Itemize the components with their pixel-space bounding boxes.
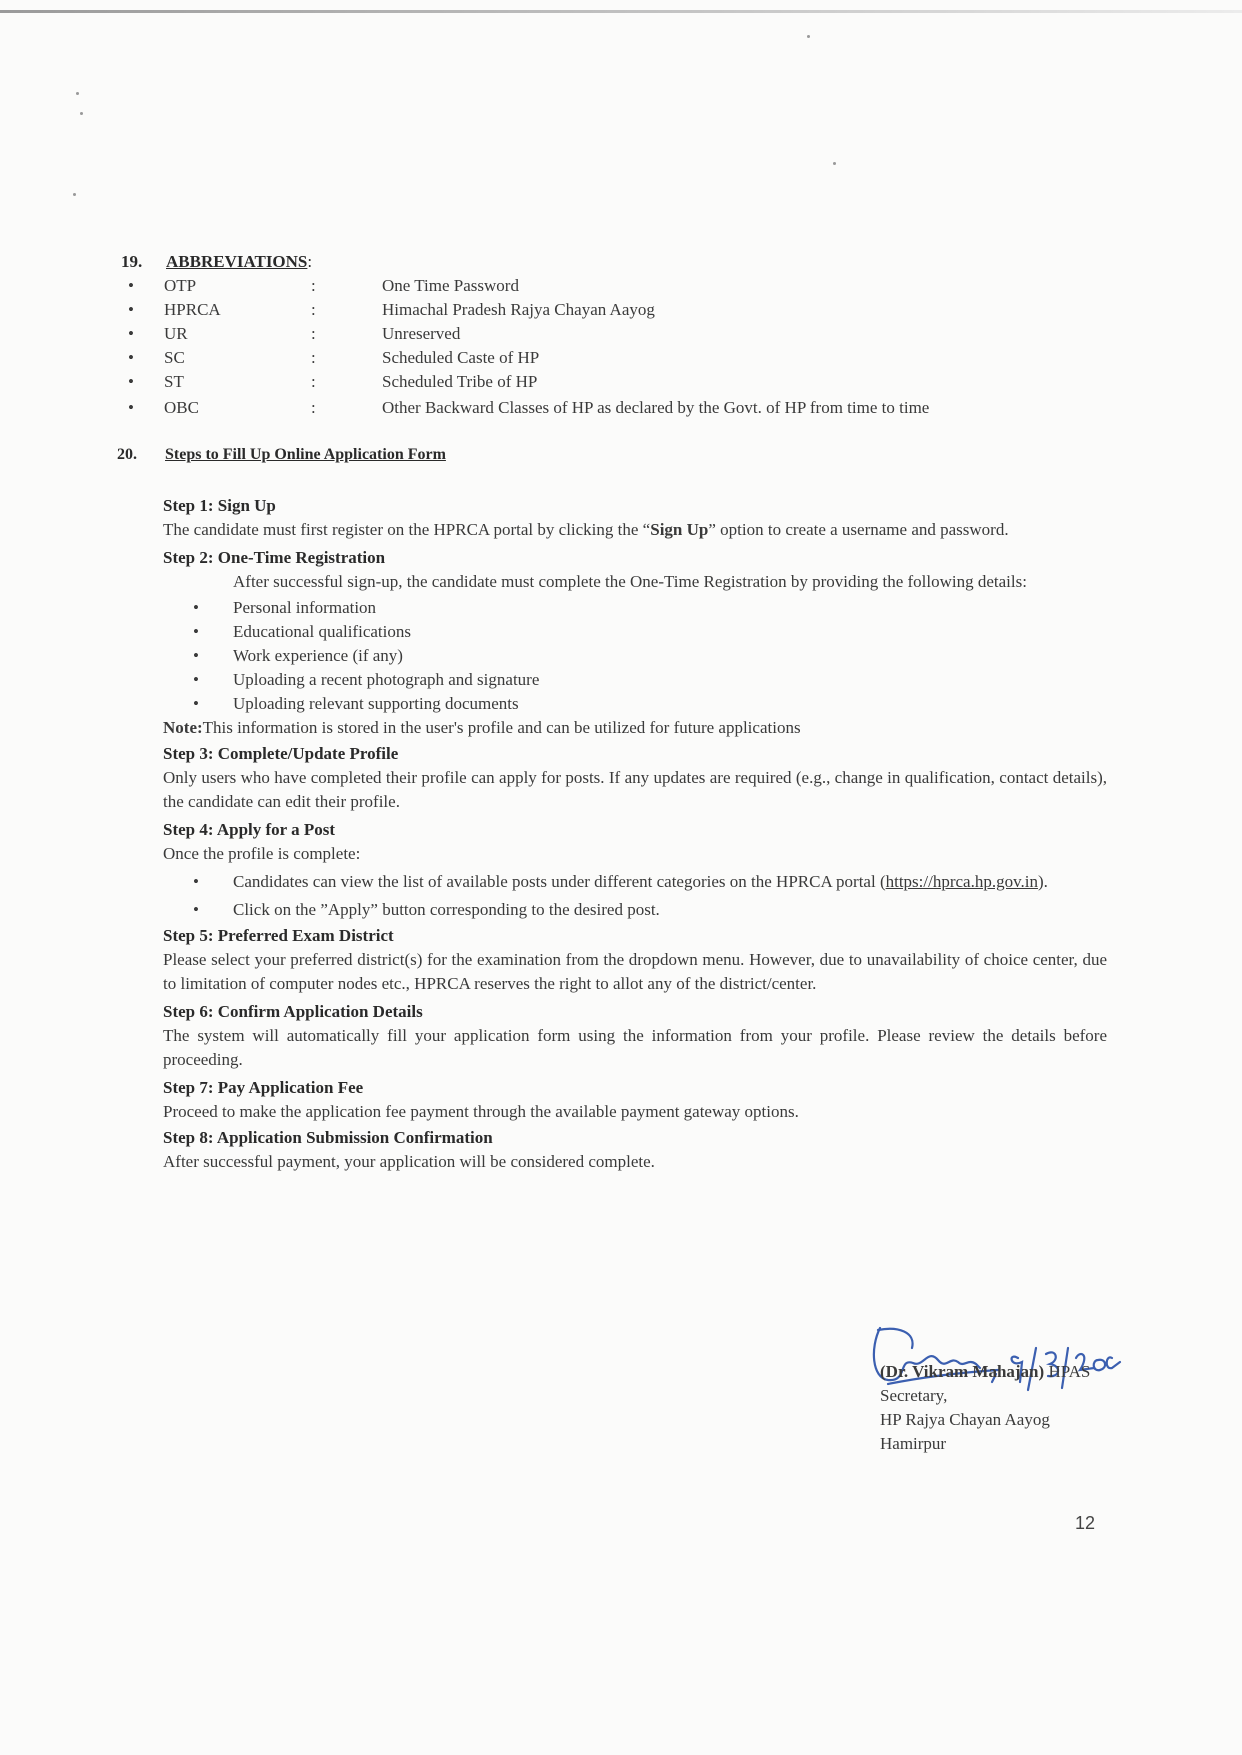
bullet-icon: • (193, 670, 199, 689)
step-6-text: The system will automatically fill your application form using the information from your profile. Please review the details before proceeding. (163, 1026, 1107, 1069)
abbreviation-meaning: Scheduled Caste of HP (382, 348, 540, 367)
signature-block (880, 1360, 1180, 1456)
abbreviation: HPRCA (164, 300, 221, 319)
bullet-icon: • (193, 872, 199, 891)
steps-content (163, 494, 1107, 1174)
section-title: ABBREVIATIONS (166, 252, 308, 271)
abbreviation-meaning: Other Backward Classes of HP as declared by the Govt. of HP from time to time (382, 398, 930, 417)
step-7-title: Step 7: Pay Application Fee (163, 1078, 364, 1097)
scan-speck (807, 35, 810, 38)
step-7-text: Proceed to make the application fee payment through the available payment gateway options. (163, 1102, 799, 1121)
abbreviation: UR (164, 324, 188, 343)
bullet-icon: • (128, 348, 134, 367)
signatory-designation: Secretary, (880, 1386, 948, 1405)
step-8-title: Step 8: Application Submission Confirmation (163, 1128, 493, 1147)
abbreviation-meaning: One Time Password (382, 276, 519, 295)
registration-details-list (163, 596, 1107, 716)
step-1-title: Step 1: Sign Up (163, 496, 276, 515)
bullet-icon: • (128, 324, 134, 343)
abbreviation-meaning: Himachal Pradesh Rajya Chayan Aayog (382, 300, 655, 319)
separator: : (311, 372, 316, 391)
abbreviation-row (128, 276, 1128, 300)
list-item (163, 596, 1107, 620)
step-5-text: Please select your preferred district(s) for the examination from the dropdown menu. However, due to unavailability of choice center, due to limitation of computer nodes etc., HPRCA reserves the right to allot any of the district/center. (163, 950, 1107, 993)
list-item-text: Work experience (if any) (233, 646, 403, 665)
section-19-heading (121, 252, 312, 272)
section-20-heading (117, 446, 446, 464)
step-5-title: Step 5: Preferred Exam District (163, 926, 394, 945)
step-4-intro: Once the profile is complete: (163, 844, 361, 863)
list-item-text: Uploading relevant supporting documents (233, 694, 519, 713)
apply-post-list (163, 870, 1107, 922)
scan-speck (80, 112, 83, 115)
bullet-icon: • (193, 646, 199, 665)
list-item (163, 668, 1107, 692)
separator: : (311, 348, 316, 367)
list-item-text: Candidates can view the list of available posts under different categories on the HPRCA portal ( (233, 872, 886, 891)
step-6-title: Step 6: Confirm Application Details (163, 1002, 423, 1021)
list-item-text: Uploading a recent photograph and signature (233, 670, 540, 689)
scan-speck (833, 162, 836, 165)
abbreviation-row (128, 398, 1128, 422)
signatory-place: Hamirpur (880, 1434, 947, 1453)
scan-speck (76, 92, 79, 95)
step-3-title: Step 3: Complete/Update Profile (163, 744, 399, 763)
abbreviation-row (128, 372, 1128, 396)
abbreviation-row (128, 324, 1128, 348)
abbreviation: OTP (164, 276, 197, 295)
list-item (163, 692, 1107, 716)
list-item (163, 870, 1107, 894)
bullet-icon: • (193, 694, 199, 713)
separator: : (311, 300, 316, 319)
list-item-text: Personal information (233, 598, 377, 617)
page-number: 12 (1075, 1513, 1096, 1533)
bullet-icon: • (128, 398, 134, 417)
step-2-text: After successful sign-up, the candidate must complete the One-Time Registration by providing the following details: (233, 572, 1027, 591)
text-fragment: ” option to create a username and password. (708, 520, 1009, 539)
bullet-icon: • (128, 276, 134, 295)
bullet-icon: • (193, 900, 199, 919)
section-title-suffix: : (307, 252, 313, 271)
section-title: Steps to Fill Up Online Application Form (165, 446, 446, 463)
signatory-line (880, 1360, 1180, 1384)
step-8-text: After successful payment, your application will be considered complete. (163, 1152, 655, 1171)
abbreviation-meaning: Scheduled Tribe of HP (382, 372, 538, 391)
section-number: 19. (121, 252, 143, 271)
step-2-title: Step 2: One-Time Registration (163, 548, 386, 567)
section-number: 20. (117, 446, 137, 463)
abbreviation: ST (164, 372, 184, 391)
list-item-text: Click on the ”Apply” button corresponding to the desired post. (233, 900, 660, 919)
abbreviation: SC (164, 348, 185, 367)
step-3-text: Only users who have completed their profile can apply for posts. If any updates are required (e.g., change in qualification, contact details), the candidate can edit their profile. (163, 768, 1107, 811)
bullet-icon: • (193, 598, 199, 617)
bullet-icon: • (128, 300, 134, 319)
abbreviation-meaning: Unreserved (382, 324, 461, 343)
step-4-title: Step 4: Apply for a Post (163, 820, 336, 839)
list-item (163, 644, 1107, 668)
list-item (163, 620, 1107, 644)
sign-up-emphasis: Sign Up (650, 520, 709, 539)
text-fragment: The candidate must first register on the HPRCA portal by clicking the “ (163, 520, 651, 539)
scan-top-edge (0, 10, 1242, 13)
hprca-portal-link[interactable]: https://hprca.hp.gov.in (885, 872, 1038, 891)
signatory-office: HP Rajya Chayan Aayog (880, 1410, 1050, 1429)
note-text: This information is stored in the user's profile and can be utilized for future applications (202, 718, 801, 737)
list-item-text: ). (1037, 872, 1048, 891)
step-2-note (163, 716, 1107, 740)
bullet-icon: • (193, 622, 199, 641)
list-item-text: Educational qualifications (233, 622, 411, 641)
note-label: Note: (163, 718, 203, 737)
signatory-name: (Dr. Vikram Mahajan) (880, 1362, 1045, 1381)
separator: : (311, 276, 316, 295)
separator: : (311, 398, 316, 417)
bullet-icon: • (128, 372, 134, 391)
abbreviation-row (128, 300, 1128, 324)
step-1-text (163, 518, 1107, 542)
signatory-service: HPAS (1048, 1362, 1091, 1381)
list-item (163, 898, 1107, 922)
separator: : (311, 324, 316, 343)
scan-speck (73, 193, 76, 196)
abbreviation-row (128, 348, 1128, 372)
abbreviation: OBC (164, 398, 199, 417)
